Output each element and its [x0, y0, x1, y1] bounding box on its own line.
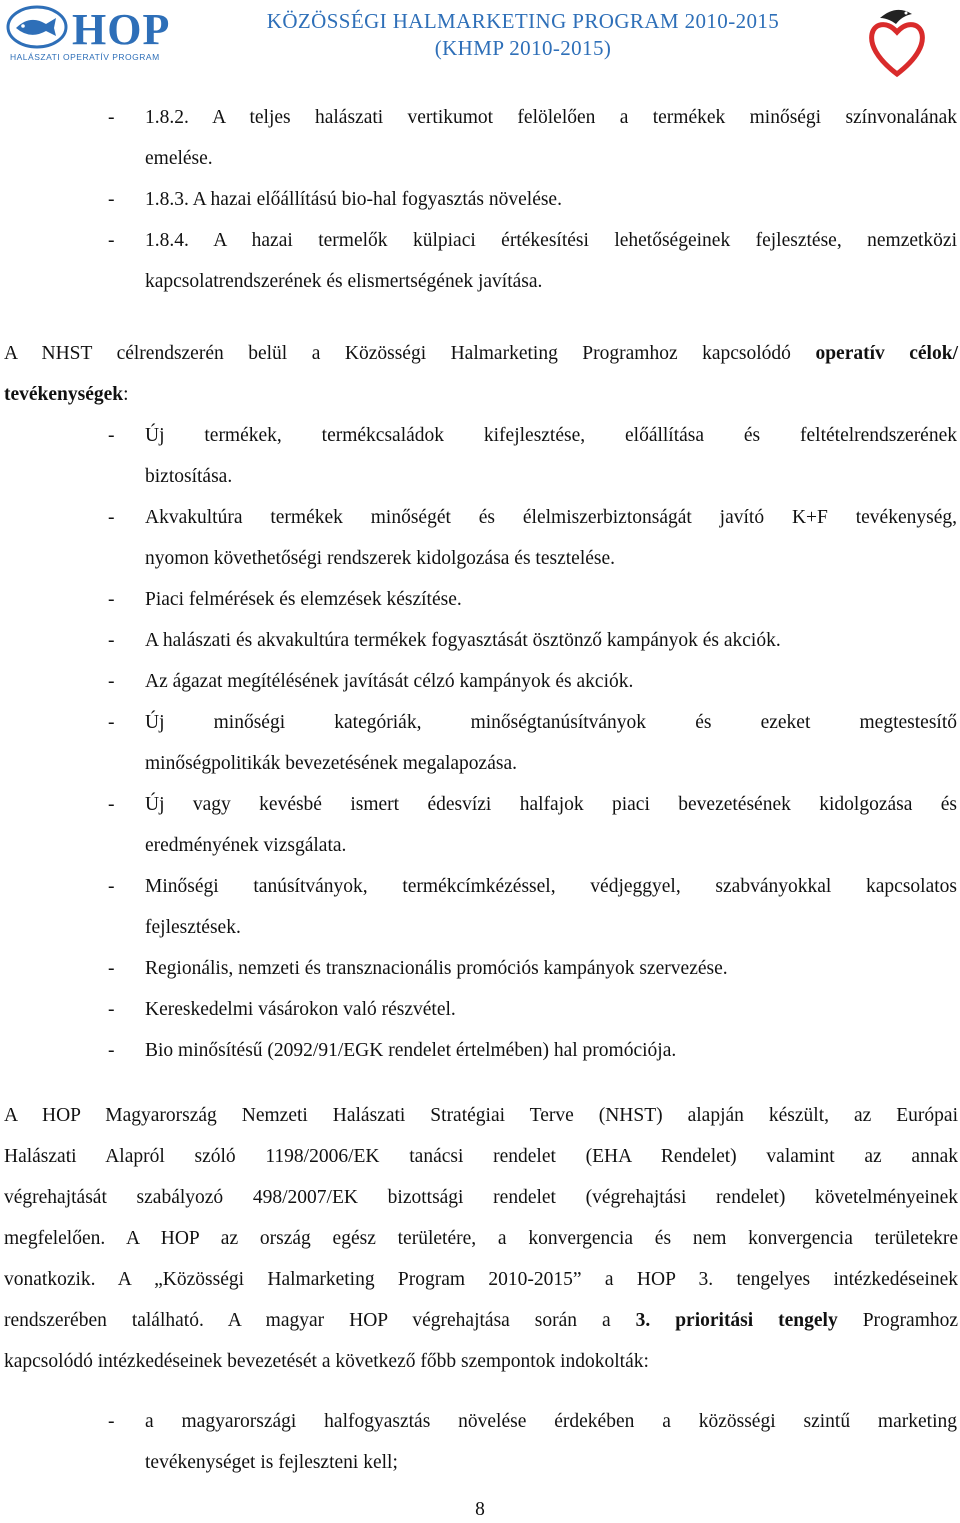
- list-dash: -: [108, 507, 115, 528]
- list-item: [0, 995, 960, 1025]
- list-item-continuation: [0, 913, 960, 943]
- list-item-text: emelése.: [145, 148, 213, 169]
- list-item-text: 1.8.3. A hazai előállítású bio-hal fogyasztás növelése.: [145, 189, 562, 210]
- list-item-text: fejlesztések.: [145, 917, 241, 938]
- paragraph-line: [0, 1183, 960, 1213]
- page-header: [0, 0, 960, 80]
- list-item: [0, 790, 960, 820]
- list-item-text: Akvakultúra termékek minőségét és élelmiszerbiztonságát javító K+F tevékenység,: [145, 507, 957, 528]
- paragraph-line: [0, 1101, 960, 1131]
- list-dash: -: [108, 189, 115, 210]
- list-dash: -: [108, 876, 115, 897]
- list-item-text: Új termékek, termékcsaládok kifejlesztése, előállítása és feltételrendszerének: [145, 425, 957, 446]
- brand-mark: [866, 4, 928, 80]
- list-dash: -: [108, 1411, 115, 1432]
- list-item-text: biztosítása.: [145, 466, 233, 487]
- list-item: [0, 1036, 960, 1066]
- paragraph-line: [0, 1224, 960, 1254]
- list-item: [0, 585, 960, 615]
- list-item-continuation: [0, 462, 960, 492]
- header-title-line2: (KHMP 2010-2015): [434, 36, 612, 60]
- list-dash: -: [108, 107, 115, 128]
- paragraph-text-part: rendszerében található. A magyar HOP végrehajtása során a: [4, 1310, 611, 1331]
- intro-paragraph-line: [0, 339, 960, 369]
- list-dash: -: [108, 712, 115, 733]
- list-item: [0, 872, 960, 902]
- list-item-text: Az ágazat megítélésének javítását célzó kampányok és akciók.: [145, 671, 634, 692]
- list-item-continuation: [0, 1448, 960, 1478]
- paragraph-text: kapcsolódó intézkedéseinek bevezetését a következő főbb szempontok indokolták:: [4, 1351, 649, 1372]
- paragraph-line: [0, 1265, 960, 1295]
- list-dash: -: [108, 671, 115, 692]
- list-item-text: Kereskedelmi vásárokon való részvétel.: [145, 999, 456, 1020]
- list-item: [0, 954, 960, 984]
- list-dash: -: [108, 794, 115, 815]
- list-item: [0, 421, 960, 451]
- paragraph-text: Halászati Alapról szóló 1198/2006/EK tanácsi rendelet (EHA Rendelet) valamint az annak: [4, 1146, 958, 1167]
- list-item-continuation: [0, 267, 960, 297]
- list-dash: -: [108, 230, 115, 251]
- list-item-text: 1.8.2. A teljes halászati vertikumot felölelően a termékek minőségi színvonalának: [145, 107, 957, 128]
- paragraph-text: A HOP Magyarország Nemzeti Halászati Stratégiai Terve (NHST) alapján készült, az Európai: [4, 1105, 958, 1126]
- paragraph-line: [0, 1306, 960, 1336]
- list-item-text: kapcsolatrendszerének és elismertségének javítása.: [145, 271, 543, 292]
- intro-text: [4, 339, 958, 369]
- list-item-text: minőségpolitikák bevezetésének megalapozása.: [145, 753, 517, 774]
- list-dash: -: [108, 999, 115, 1020]
- intro-bold-text: tevékenységek: [4, 384, 124, 405]
- list-item: [0, 503, 960, 533]
- list-item: [0, 1407, 960, 1437]
- hop-logo: [6, 4, 176, 68]
- list-item-text: Új minőségi kategóriák, minőségtanúsítványok és ezeket megtestesítő: [145, 712, 957, 733]
- header-title: [228, 8, 818, 62]
- list-dash: -: [108, 958, 115, 979]
- list-item-text: nyomon követhetőségi rendszerek kidolgozása és tesztelése.: [145, 548, 616, 569]
- list-dash: -: [108, 630, 115, 651]
- page-number: 8: [475, 1499, 485, 1520]
- paragraph-text: vonatkozik. A „Közösségi Halmarketing Program 2010-2015” a HOP 3. tengelyes intézkedéseinek: [4, 1269, 958, 1290]
- list-item: [0, 667, 960, 697]
- list-item-text: Minőségi tanúsítványok, termékcímkézéssel, védjeggyel, szabványokkal kapcsolatos: [145, 876, 957, 897]
- list-item-continuation: [0, 144, 960, 174]
- list-item-text: tevékenységet is fejleszteni kell;: [145, 1452, 398, 1473]
- list-item: [0, 103, 960, 133]
- list-item-continuation: [0, 749, 960, 779]
- paragraph-line: [0, 1142, 960, 1172]
- list-item-text: Bio minősítésű (2092/91/EGK rendelet értelmében) hal promóciója.: [145, 1040, 677, 1061]
- heart-fish-icon: [866, 4, 928, 80]
- list-item-text: 1.8.4. A hazai termelők külpiaci értékesítési lehetőségeinek fejlesztése, nemzetközi: [145, 230, 957, 251]
- list-item-text: Új vagy kevésbé ismert édesvízi halfajok piaci bevezetésének kidolgozása és: [145, 794, 957, 815]
- list-dash: -: [108, 1040, 115, 1061]
- paragraph-bold-text: 3. prioritási tengely: [635, 1310, 838, 1331]
- list-item: [0, 708, 960, 738]
- intro-paragraph-line: [0, 380, 960, 410]
- list-item-text: Regionális, nemzeti és transznacionális promóciós kampányok szervezése.: [145, 958, 728, 979]
- list-item-text: A halászati és akvakultúra termékek fogyasztását ösztönző kampányok és akciók.: [145, 630, 781, 651]
- header-title-line1: KÖZÖSSÉGI HALMARKETING PROGRAM 2010-2015: [266, 9, 780, 33]
- list-dash: -: [108, 425, 115, 446]
- list-item-text: a magyarországi halfogyasztás növelése érdekében a közösségi szintű marketing: [145, 1411, 957, 1432]
- list-item: [0, 185, 960, 215]
- intro-text-part: :: [123, 384, 129, 405]
- list-item-continuation: [0, 544, 960, 574]
- list-item: [0, 226, 960, 256]
- paragraph-line: [0, 1347, 960, 1377]
- intro-bold-text: operatív célok/: [815, 343, 958, 364]
- list-item-text: Piaci felmérések és elemzések készítése.: [145, 589, 462, 610]
- paragraph-text-part: Programhoz: [862, 1310, 959, 1331]
- intro-text: [4, 380, 958, 410]
- list-item-text: eredményének vizsgálata.: [145, 835, 347, 856]
- paragraph-text: [4, 1306, 958, 1336]
- logo-text: HOP: [72, 5, 171, 54]
- paragraph-text: megfelelően. A HOP az ország egész területére, a konvergencia és nem konvergencia területekre: [4, 1228, 958, 1249]
- intro-text-part: A NHST célrendszerén belül a Közösségi Halmarketing Programhoz kapcsolódó: [4, 343, 791, 364]
- list-dash: -: [108, 589, 115, 610]
- list-item-continuation: [0, 831, 960, 861]
- fish-logo-icon: [6, 4, 68, 50]
- paragraph-text: végrehajtását szabályozó 498/2007/EK bizottsági rendelet (végrehajtási rendelet) követelményeinek: [4, 1187, 958, 1208]
- list-item: [0, 626, 960, 656]
- logo-subtitle: HALÁSZATI OPERATÍV PROGRAM: [10, 52, 160, 62]
